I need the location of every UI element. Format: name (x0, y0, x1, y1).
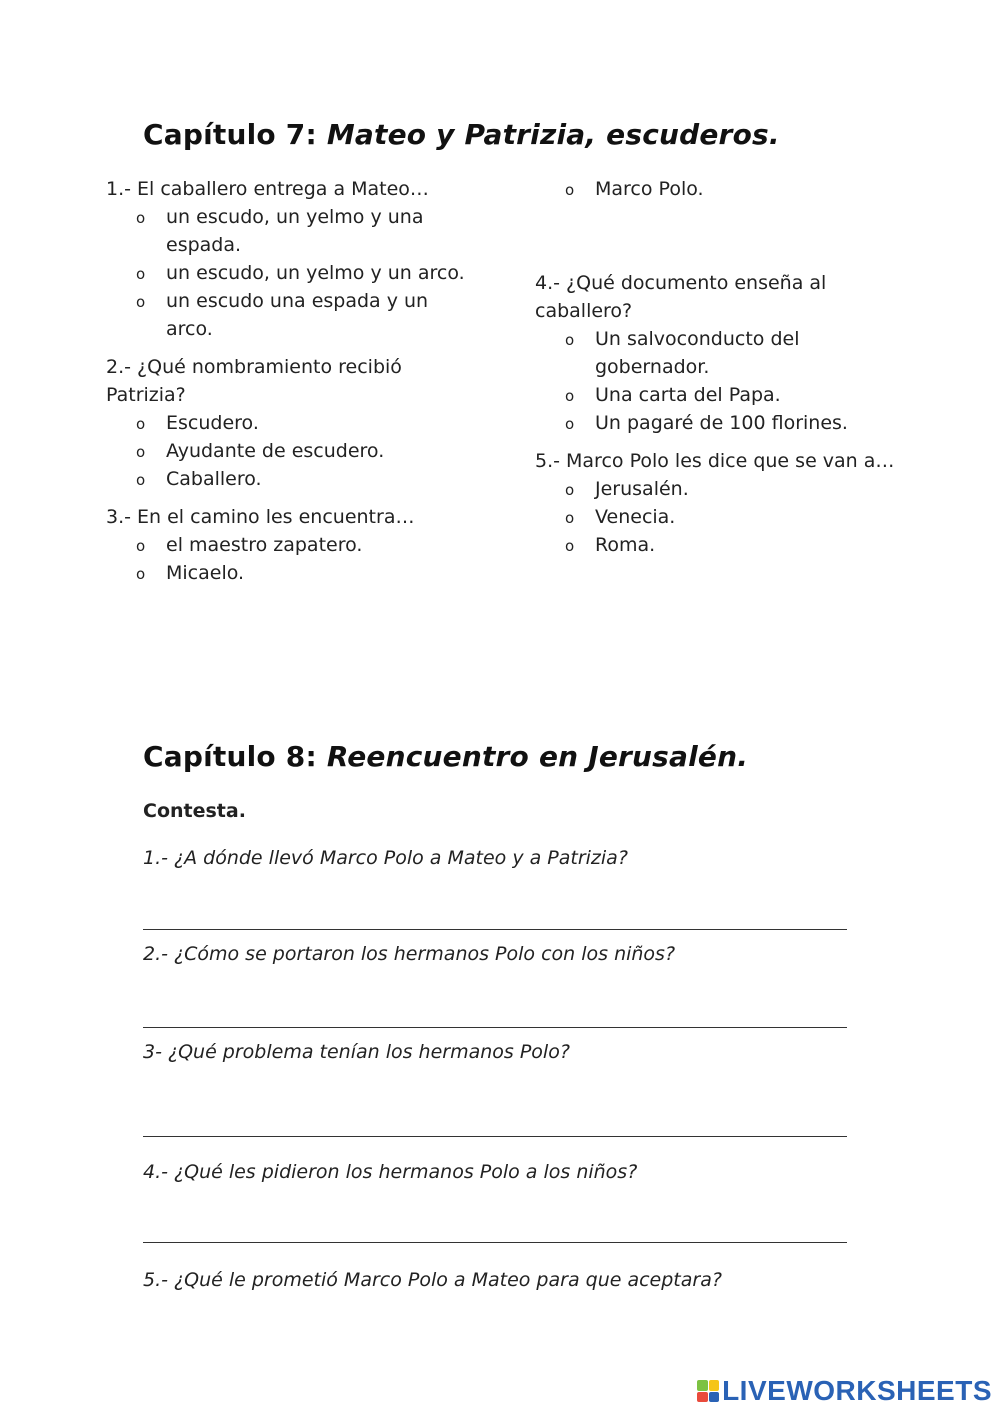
question-2 (106, 353, 476, 493)
chapter7-heading-prefix: Capítulo 7: (143, 118, 317, 151)
option[interactable] (535, 175, 905, 203)
liveworksheets-logo[interactable] (697, 1375, 992, 1407)
option-text: Un pagaré de 100 florines. (595, 412, 848, 434)
option-text: un escudo, un yelmo y un arco. (166, 262, 465, 284)
option[interactable] (106, 559, 476, 587)
question-2-text: 2.- ¿Qué nombramiento recibió Patrizia? (106, 356, 402, 406)
question-2-options (106, 409, 476, 493)
option[interactable] (106, 465, 476, 493)
circle-bullet-icon: o (136, 565, 146, 583)
option[interactable] (106, 203, 476, 259)
question-1-text: 1.- El caballero entrega a Mateo… (106, 178, 429, 200)
question-4-text: 4.- ¿Qué documento enseña al caballero? (535, 272, 827, 322)
circle-bullet-icon: o (565, 415, 575, 433)
option-text: Marco Polo. (595, 178, 704, 200)
option[interactable] (535, 475, 905, 503)
question-5 (535, 447, 905, 559)
option-text: Jerusalén. (595, 478, 689, 500)
option[interactable] (535, 503, 905, 531)
option-text: Caballero. (166, 468, 262, 490)
circle-bullet-icon: o (136, 537, 146, 555)
circle-bullet-icon: o (565, 537, 575, 555)
chapter7-right-column (535, 175, 905, 569)
option-text: Escudero. (166, 412, 259, 434)
circle-bullet-icon: o (136, 293, 146, 311)
chapter8-heading-title: Reencuentro en Jerusalén. (326, 740, 749, 773)
option-text: un escudo una espada y un arco. (166, 290, 429, 340)
chapter7-heading-title: Mateo y Patrizia, escuderos. (326, 118, 780, 151)
question-4 (535, 269, 905, 437)
open-question-3: 3- ¿Qué problema tenían los hermanos Polo? (143, 1041, 570, 1063)
question-1-options (106, 203, 476, 343)
open-question-2: 2.- ¿Cómo se portaron los hermanos Polo con los niños? (143, 943, 676, 965)
circle-bullet-icon: o (136, 443, 146, 461)
option-text: Un salvoconducto del gobernador. (595, 328, 800, 378)
question-5-options (535, 475, 905, 559)
option[interactable] (535, 409, 905, 437)
circle-bullet-icon: o (136, 471, 146, 489)
option[interactable] (106, 531, 476, 559)
answer-line-2[interactable] (143, 1027, 847, 1028)
open-question-1: 1.- ¿A dónde llevó Marco Polo a Mateo y a Patrizia? (143, 847, 628, 869)
question-3-options-continued (535, 175, 905, 203)
liveworksheets-mark-icon (697, 1380, 719, 1402)
option-text: Micaelo. (166, 562, 245, 584)
chapter7-left-column (106, 175, 476, 597)
answer-line-3[interactable] (143, 1136, 847, 1137)
question-1 (106, 175, 476, 343)
circle-bullet-icon: o (136, 209, 146, 227)
circle-bullet-icon: o (565, 481, 575, 499)
liveworksheets-logo-text: LIVEWORKSHEETS (722, 1375, 992, 1406)
instruction-contesta: Contesta. (143, 800, 246, 822)
option-text: Venecia. (595, 506, 676, 528)
option-text: Roma. (595, 534, 656, 556)
option[interactable] (106, 259, 476, 287)
question-3-text: 3.- En el camino les encuentra… (106, 506, 415, 528)
circle-bullet-icon: o (136, 265, 146, 283)
option[interactable] (106, 437, 476, 465)
open-question-4: 4.- ¿Qué les pidieron los hermanos Polo a los niños? (143, 1161, 638, 1183)
option-text: Una carta del Papa. (595, 384, 781, 406)
open-question-5: 5.- ¿Qué le prometió Marco Polo a Mateo para que aceptara? (143, 1269, 722, 1291)
question-3 (106, 503, 476, 587)
option-text: el maestro zapatero. (166, 534, 363, 556)
circle-bullet-icon: o (136, 415, 146, 433)
circle-bullet-icon: o (565, 387, 575, 405)
circle-bullet-icon: o (565, 331, 575, 349)
option[interactable] (535, 325, 905, 381)
option-text: un escudo, un yelmo y una espada. (166, 206, 424, 256)
question-3-options (106, 531, 476, 587)
option[interactable] (535, 531, 905, 559)
answer-line-4[interactable] (143, 1242, 847, 1243)
question-4-options (535, 325, 905, 437)
chapter8-heading-prefix: Capítulo 8: (143, 740, 317, 773)
circle-bullet-icon: o (565, 509, 575, 527)
chapter7-heading (143, 118, 780, 151)
circle-bullet-icon: o (565, 181, 575, 199)
chapter8-heading (143, 740, 748, 773)
option[interactable] (535, 381, 905, 409)
question-5-text: 5.- Marco Polo les dice que se van a… (535, 450, 895, 472)
answer-line-1[interactable] (143, 929, 847, 930)
option[interactable] (106, 287, 476, 343)
option-text: Ayudante de escudero. (166, 440, 385, 462)
option[interactable] (106, 409, 476, 437)
